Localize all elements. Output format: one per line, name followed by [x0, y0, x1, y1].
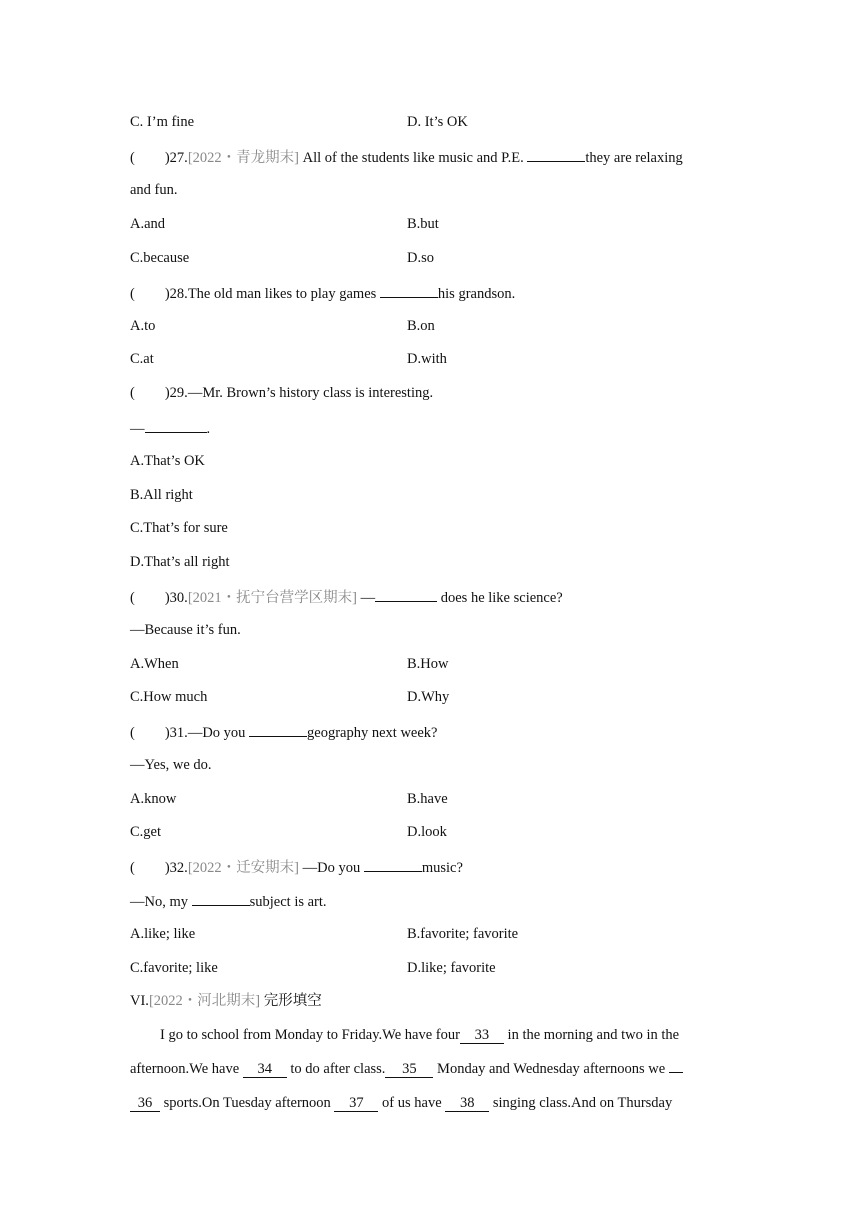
- option-d: D.so: [407, 250, 434, 266]
- cloze-blank-33: 33: [460, 1027, 504, 1044]
- cloze-text: I go to school from Monday to Friday.We have four: [160, 1027, 460, 1043]
- option-b: B.but: [407, 216, 439, 232]
- answer-blank: [527, 147, 585, 162]
- answer-paren: (: [130, 590, 135, 606]
- answer-blank: [192, 891, 250, 906]
- question-text: they are relaxing: [585, 150, 683, 166]
- answer-blank: [364, 857, 422, 872]
- question-text: —Do you: [302, 860, 361, 876]
- option-c: C.That’s for sure: [130, 520, 228, 536]
- question-28: [130, 283, 515, 303]
- cloze-text: of us have: [382, 1095, 442, 1111]
- answer-blank: [249, 722, 307, 737]
- option-c: C.because: [130, 250, 190, 266]
- cloze-text: sports.On Tuesday afternoon: [163, 1095, 331, 1111]
- question-text: his grandson.: [437, 286, 516, 302]
- cloze-blank-37: 37: [334, 1095, 378, 1112]
- option-d: D.That’s all right: [130, 554, 230, 570]
- question-source: [2022・青龙期末]: [187, 150, 299, 166]
- option-a: A.like; like: [130, 926, 196, 942]
- option-a: A.and: [130, 216, 166, 232]
- reply-text: —No, my: [130, 894, 188, 910]
- answer-paren: (: [130, 385, 135, 401]
- cloze-line-2: [130, 1060, 683, 1078]
- section-label: VI.: [130, 993, 149, 1009]
- answer-paren: (: [130, 725, 135, 741]
- reply-dash: —: [130, 421, 145, 437]
- option-c: C. I’m fine: [130, 114, 195, 130]
- cloze-text: singing class.And on Thursday: [492, 1095, 673, 1111]
- cloze-text: afternoon.We have: [130, 1061, 240, 1077]
- cloze-blank-35: 35: [385, 1061, 433, 1078]
- answer-paren: (: [130, 860, 135, 876]
- question-continuation: and fun.: [130, 182, 178, 198]
- option-a: A.to: [130, 318, 156, 334]
- answer-blank: [145, 418, 207, 433]
- question-reply: [130, 891, 327, 911]
- question-source: [2022・迁安期末]: [187, 860, 299, 876]
- question-reply: [130, 418, 210, 438]
- section-source: [2022・河北期末]: [148, 993, 261, 1009]
- reply-end: .: [206, 421, 211, 437]
- option-d: D.with: [407, 351, 447, 367]
- option-d: D.Why: [407, 689, 450, 705]
- cloze-text: Monday and Wednesday afternoons we: [437, 1061, 666, 1077]
- answer-paren: (: [130, 286, 135, 302]
- question-dash: —: [360, 590, 376, 606]
- option-d: D.look: [407, 824, 447, 840]
- question-text: The old man likes to play games: [187, 286, 377, 302]
- option-a: A.know: [130, 791, 177, 807]
- section-title: 完形填空: [263, 993, 322, 1009]
- option-d: D. It’s OK: [407, 114, 468, 130]
- answer-blank: [380, 283, 438, 298]
- answer-paren: (: [130, 150, 135, 166]
- option-c: C.favorite; like: [130, 960, 218, 976]
- question-27: [130, 147, 683, 167]
- question-text: does he like science?: [440, 590, 563, 606]
- cloze-blank-38: 38: [445, 1095, 489, 1112]
- cloze-text: to do after class.: [290, 1061, 386, 1077]
- question-32: [130, 857, 463, 877]
- question-number: )28.: [164, 286, 188, 302]
- option-b: B.All right: [130, 487, 193, 503]
- question-text: geography next week?: [307, 725, 438, 741]
- question-text: All of the students like music and P.E.: [302, 150, 524, 166]
- cloze-blank-36: 36: [130, 1095, 160, 1112]
- cloze-line-3: [130, 1094, 672, 1112]
- question-reply: —Yes, we do.: [130, 757, 212, 773]
- question-text: —Mr. Brown’s history class is interesting.: [187, 385, 434, 401]
- question-text: music?: [421, 860, 463, 876]
- question-text: —Do you: [187, 725, 246, 741]
- option-d: D.like; favorite: [407, 960, 496, 976]
- cloze-line-1: [160, 1026, 679, 1044]
- question-number: )31.: [164, 725, 188, 741]
- question-number: )30.: [164, 590, 188, 606]
- option-b: B.favorite; favorite: [407, 926, 519, 942]
- question-number: )32.: [164, 860, 188, 876]
- option-c: C.at: [130, 351, 154, 367]
- question-31: [130, 722, 438, 742]
- question-source: [2021・抚宁台营学区期末]: [187, 590, 357, 606]
- option-c: C.How much: [130, 689, 208, 705]
- option-b: B.on: [407, 318, 435, 334]
- option-a: A.That’s OK: [130, 453, 205, 469]
- question-number: )29.: [164, 385, 188, 401]
- option-b: B.How: [407, 656, 449, 672]
- question-reply: —Because it’s fun.: [130, 622, 241, 638]
- cloze-blank-36-start: [669, 1072, 683, 1073]
- cloze-blank-34: 34: [243, 1061, 287, 1078]
- cloze-text: in the morning and two in the: [507, 1027, 680, 1043]
- answer-blank: [375, 587, 437, 602]
- reply-text: subject is art.: [249, 894, 327, 910]
- question-number: )27.: [164, 150, 188, 166]
- question-29: [130, 384, 433, 402]
- section-heading: [130, 992, 322, 1010]
- question-30: [130, 587, 563, 607]
- option-a: A.When: [130, 656, 179, 672]
- option-b: B.have: [407, 791, 448, 807]
- option-c: C.get: [130, 824, 162, 840]
